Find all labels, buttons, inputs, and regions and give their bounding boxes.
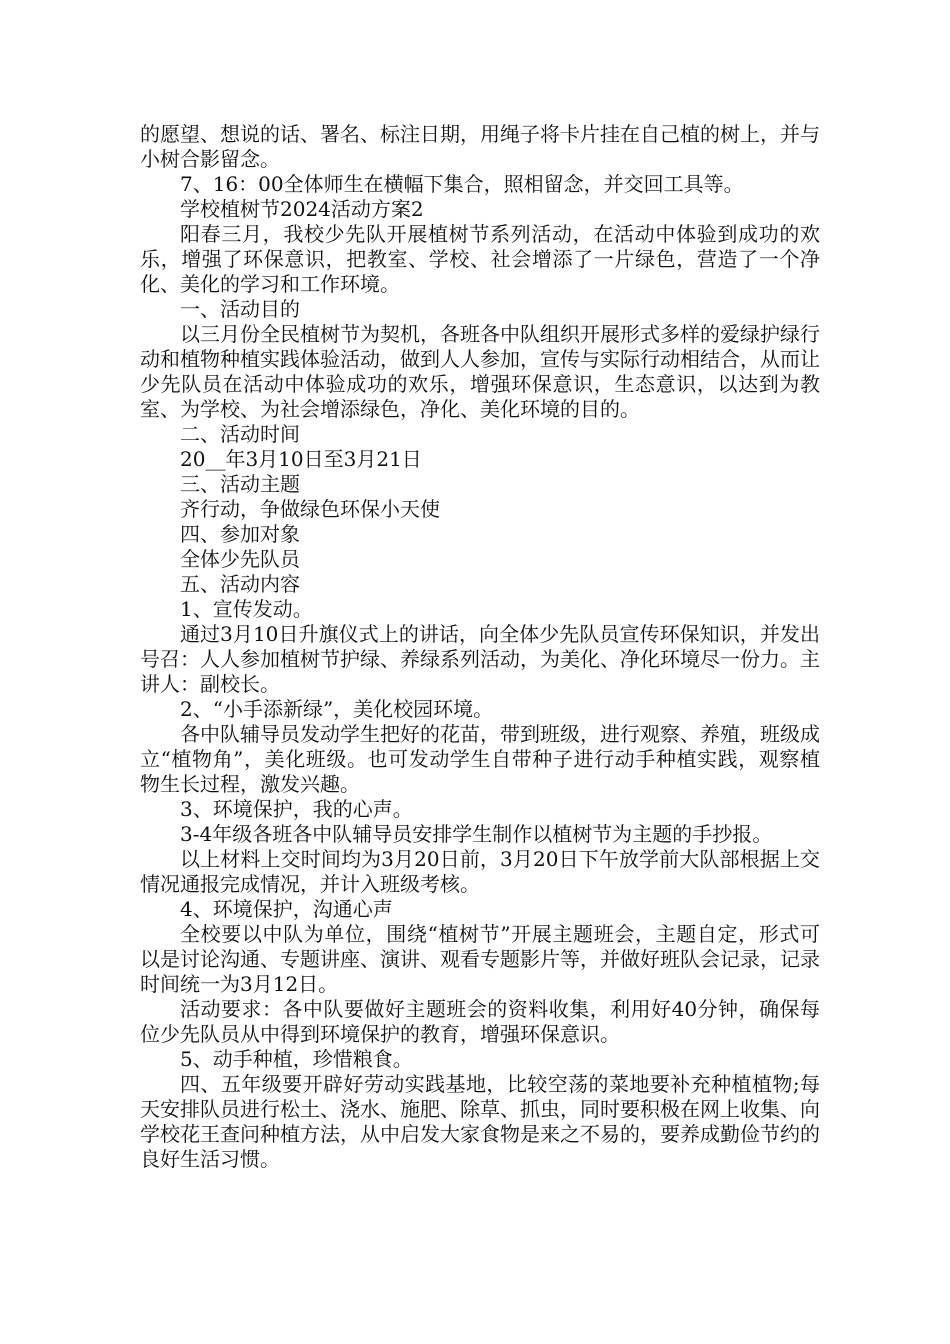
paragraph-participants: 全体少先队员 <box>180 547 300 571</box>
paragraph-intro: 阳春三月，我校少先队开展植树节系列活动，在活动中体验到成功的欢乐，增强了环保意识，把教室、学校、社会增添了一片绿色，营造了一个净化、美化的学习和工作环境。 <box>140 222 820 296</box>
heading-participants: 四、参加对象 <box>180 522 300 546</box>
paragraph-time: 20__年3月10日至3月21日 <box>180 447 422 471</box>
paragraph-step-7: 7、16：00全体师生在横幅下集合，照相留念，并交回工具等。 <box>180 172 744 196</box>
paragraph-2: 各中队辅导员发动学生把好的花苗，带到班级，进行观察、养殖，班级成立“植物角”，美化班级。也可发动学生自带种子进行动手种植实践，观察植物生长过程，激发兴趣。 <box>140 722 820 796</box>
paragraph-theme: 齐行动，争做绿色环保小天使 <box>180 497 440 521</box>
subheading-2: 2、“小手添新绿”，美化校园环境。 <box>180 697 494 721</box>
subheading-4: 4、环境保护，沟通心声 <box>180 897 393 921</box>
section-heading-plan-2: 学校植树节2024活动方案2 <box>180 197 424 221</box>
paragraph-3-deadline: 以上材料上交时间均为3月20日前，3月20日下午放学前大队部根据上交情况通报完成情况，并计入班级考核。 <box>140 847 820 896</box>
heading-theme: 三、活动主题 <box>180 472 300 496</box>
heading-purpose: 一、活动目的 <box>180 297 300 321</box>
subheading-3: 3、环境保护，我的心声。 <box>180 797 413 821</box>
paragraph-3: 3-4年级各班各中队辅导员安排学生制作以植树节为主题的手抄报。 <box>180 822 773 846</box>
paragraph-4-requirements: 活动要求：各中队要做好主题班会的资料收集，利用好40分钟，确保每位少先队员从中得到环境保护的教育，增强环保意识。 <box>140 997 820 1046</box>
paragraph-1: 通过3月10日升旗仪式上的讲话，向全体少先队员宣传环保知识，并发出号召：人人参加植树节护绿、养绿系列活动，为美化、净化环境尽一份力。主讲人：副校长。 <box>140 622 820 696</box>
document-body <box>140 122 820 1172</box>
heading-time: 二、活动时间 <box>180 422 300 446</box>
heading-content: 五、活动内容 <box>180 572 300 596</box>
paragraph-5: 四、五年级要开辟好劳动实践基地，比较空荡的菜地要补充种植植物;每天安排队员进行松土、浇水、施肥、除草、抓虫，同时要积极在网上收集、向学校花王查问种植方法，从中启发大家食物是来之不易的，要养成勤俭节约的良好生活习惯。 <box>140 1072 820 1171</box>
subheading-1: 1、宣传发动。 <box>180 597 313 621</box>
subheading-5: 5、动手种植，珍惜粮食。 <box>180 1047 413 1071</box>
paragraph-continuation: 的愿望、想说的话、署名、标注日期，用绳子将卡片挂在自己植的树上，并与小树合影留念。 <box>140 122 820 171</box>
paragraph-4: 全校要以中队为单位，围绕“植树节”开展主题班会，主题自定，形式可以是讨论沟通、专题讲座、演讲、观看专题影片等，并做好班队会记录，记录时间统一为3月12日。 <box>140 922 820 996</box>
paragraph-purpose: 以三月份全民植树节为契机，各班各中队组织开展形式多样的爱绿护绿行动和植物种植实践体验活动，做到人人参加，宣传与实际行动相结合，从而让少先队员在活动中体验成功的欢乐，增强环保意识，生态意识，以达到为教室、为学校、为社会增添绿色，净化、美化环境的目的。 <box>140 322 820 421</box>
